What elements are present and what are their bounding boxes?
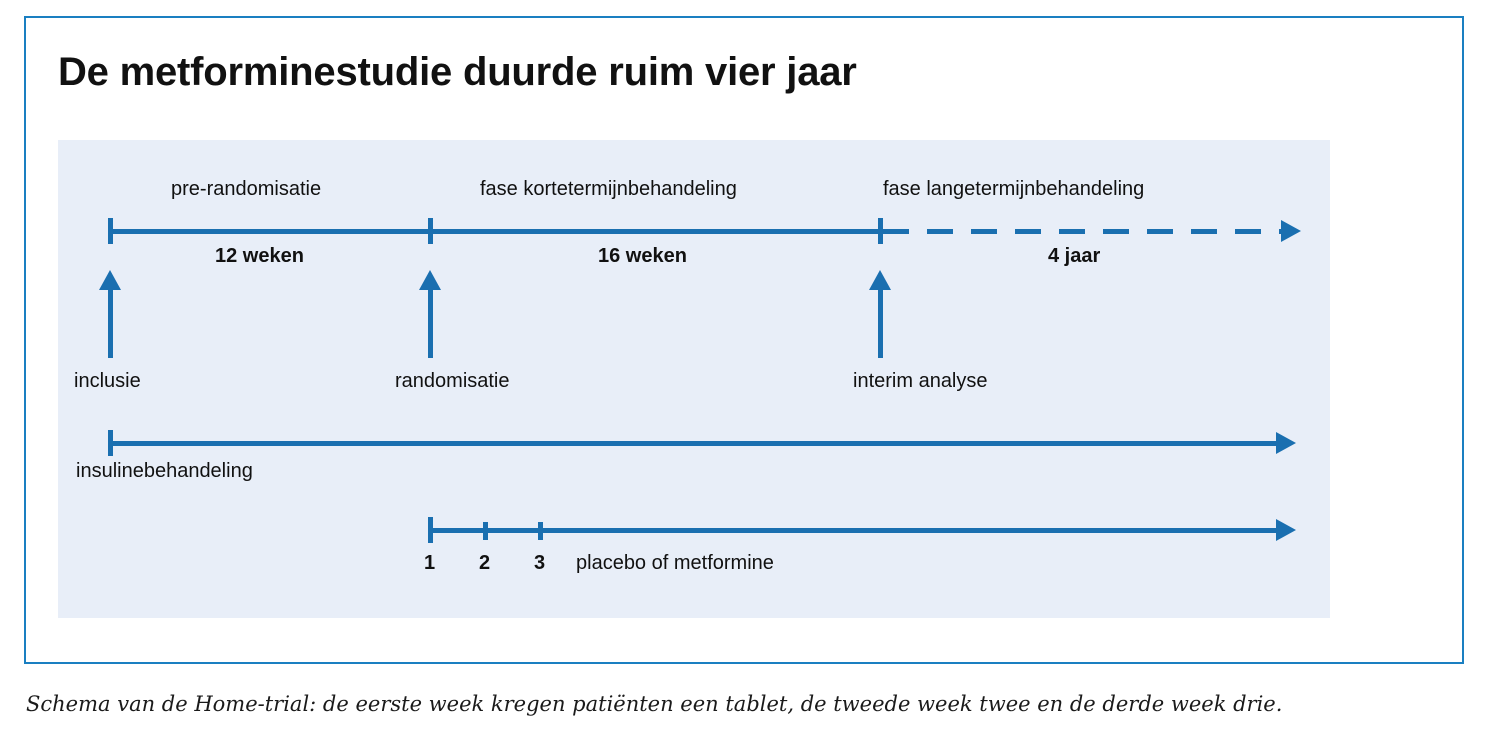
- drug-bar-line: [428, 528, 1278, 533]
- timeline-arrowhead-icon: [1281, 220, 1301, 242]
- timeline-segment-kortetermijn: [433, 229, 883, 234]
- event-arrow-up-inclusie-icon: [99, 270, 121, 290]
- event-arrow-up-interim-analyse-icon: [869, 270, 891, 290]
- figure-frame: [24, 16, 1464, 664]
- phase-label-langetermijn: fase langetermijnbehandeling: [883, 178, 1145, 200]
- event-label-interim-analyse: interim analyse: [853, 370, 988, 392]
- insulin-bar-label: insulinebehandeling: [76, 460, 253, 482]
- drug-bar-label: placebo of metformine: [576, 552, 774, 574]
- drug-bar-week-tick-3: [538, 522, 543, 540]
- event-stem-randomisatie: [428, 290, 433, 358]
- drug-bar-week-label-3: 3: [534, 552, 546, 574]
- drug-bar-week-label-2: 2: [479, 552, 491, 574]
- event-label-inclusie: inclusie: [74, 370, 141, 392]
- timeline-segment-pre-randomisatie: [108, 229, 433, 234]
- page-title: De metforminestudie duurde ruim vier jaar: [58, 50, 857, 94]
- event-stem-inclusie: [108, 290, 113, 358]
- event-label-randomisatie: randomisatie: [395, 370, 510, 392]
- drug-bar-week-tick-2: [483, 522, 488, 540]
- drug-bar-arrowhead-icon: [1276, 519, 1296, 541]
- phase-label-kortetermijn: fase kortetermijnbehandeling: [480, 178, 737, 200]
- duration-kortetermijn: 16 weken: [598, 245, 687, 267]
- timeline-segment-langetermijn: [883, 229, 1283, 234]
- duration-pre-randomisatie: 12 weken: [215, 245, 304, 267]
- figure-caption: Schema van de Home-trial: de eerste week kregen patiënten een tablet, de tweede week twee en de derde week drie.: [26, 692, 1283, 716]
- event-arrow-up-randomisatie-icon: [419, 270, 441, 290]
- insulin-bar-arrowhead-icon: [1276, 432, 1296, 454]
- drug-bar-week-label-1: 1: [424, 552, 436, 574]
- event-stem-interim-analyse: [878, 290, 883, 358]
- duration-langetermijn: 4 jaar: [1048, 245, 1101, 267]
- phase-label-pre-randomisatie: pre-randomisatie: [171, 178, 322, 200]
- insulin-bar-line: [108, 441, 1278, 446]
- diagram-panel: [58, 140, 1330, 618]
